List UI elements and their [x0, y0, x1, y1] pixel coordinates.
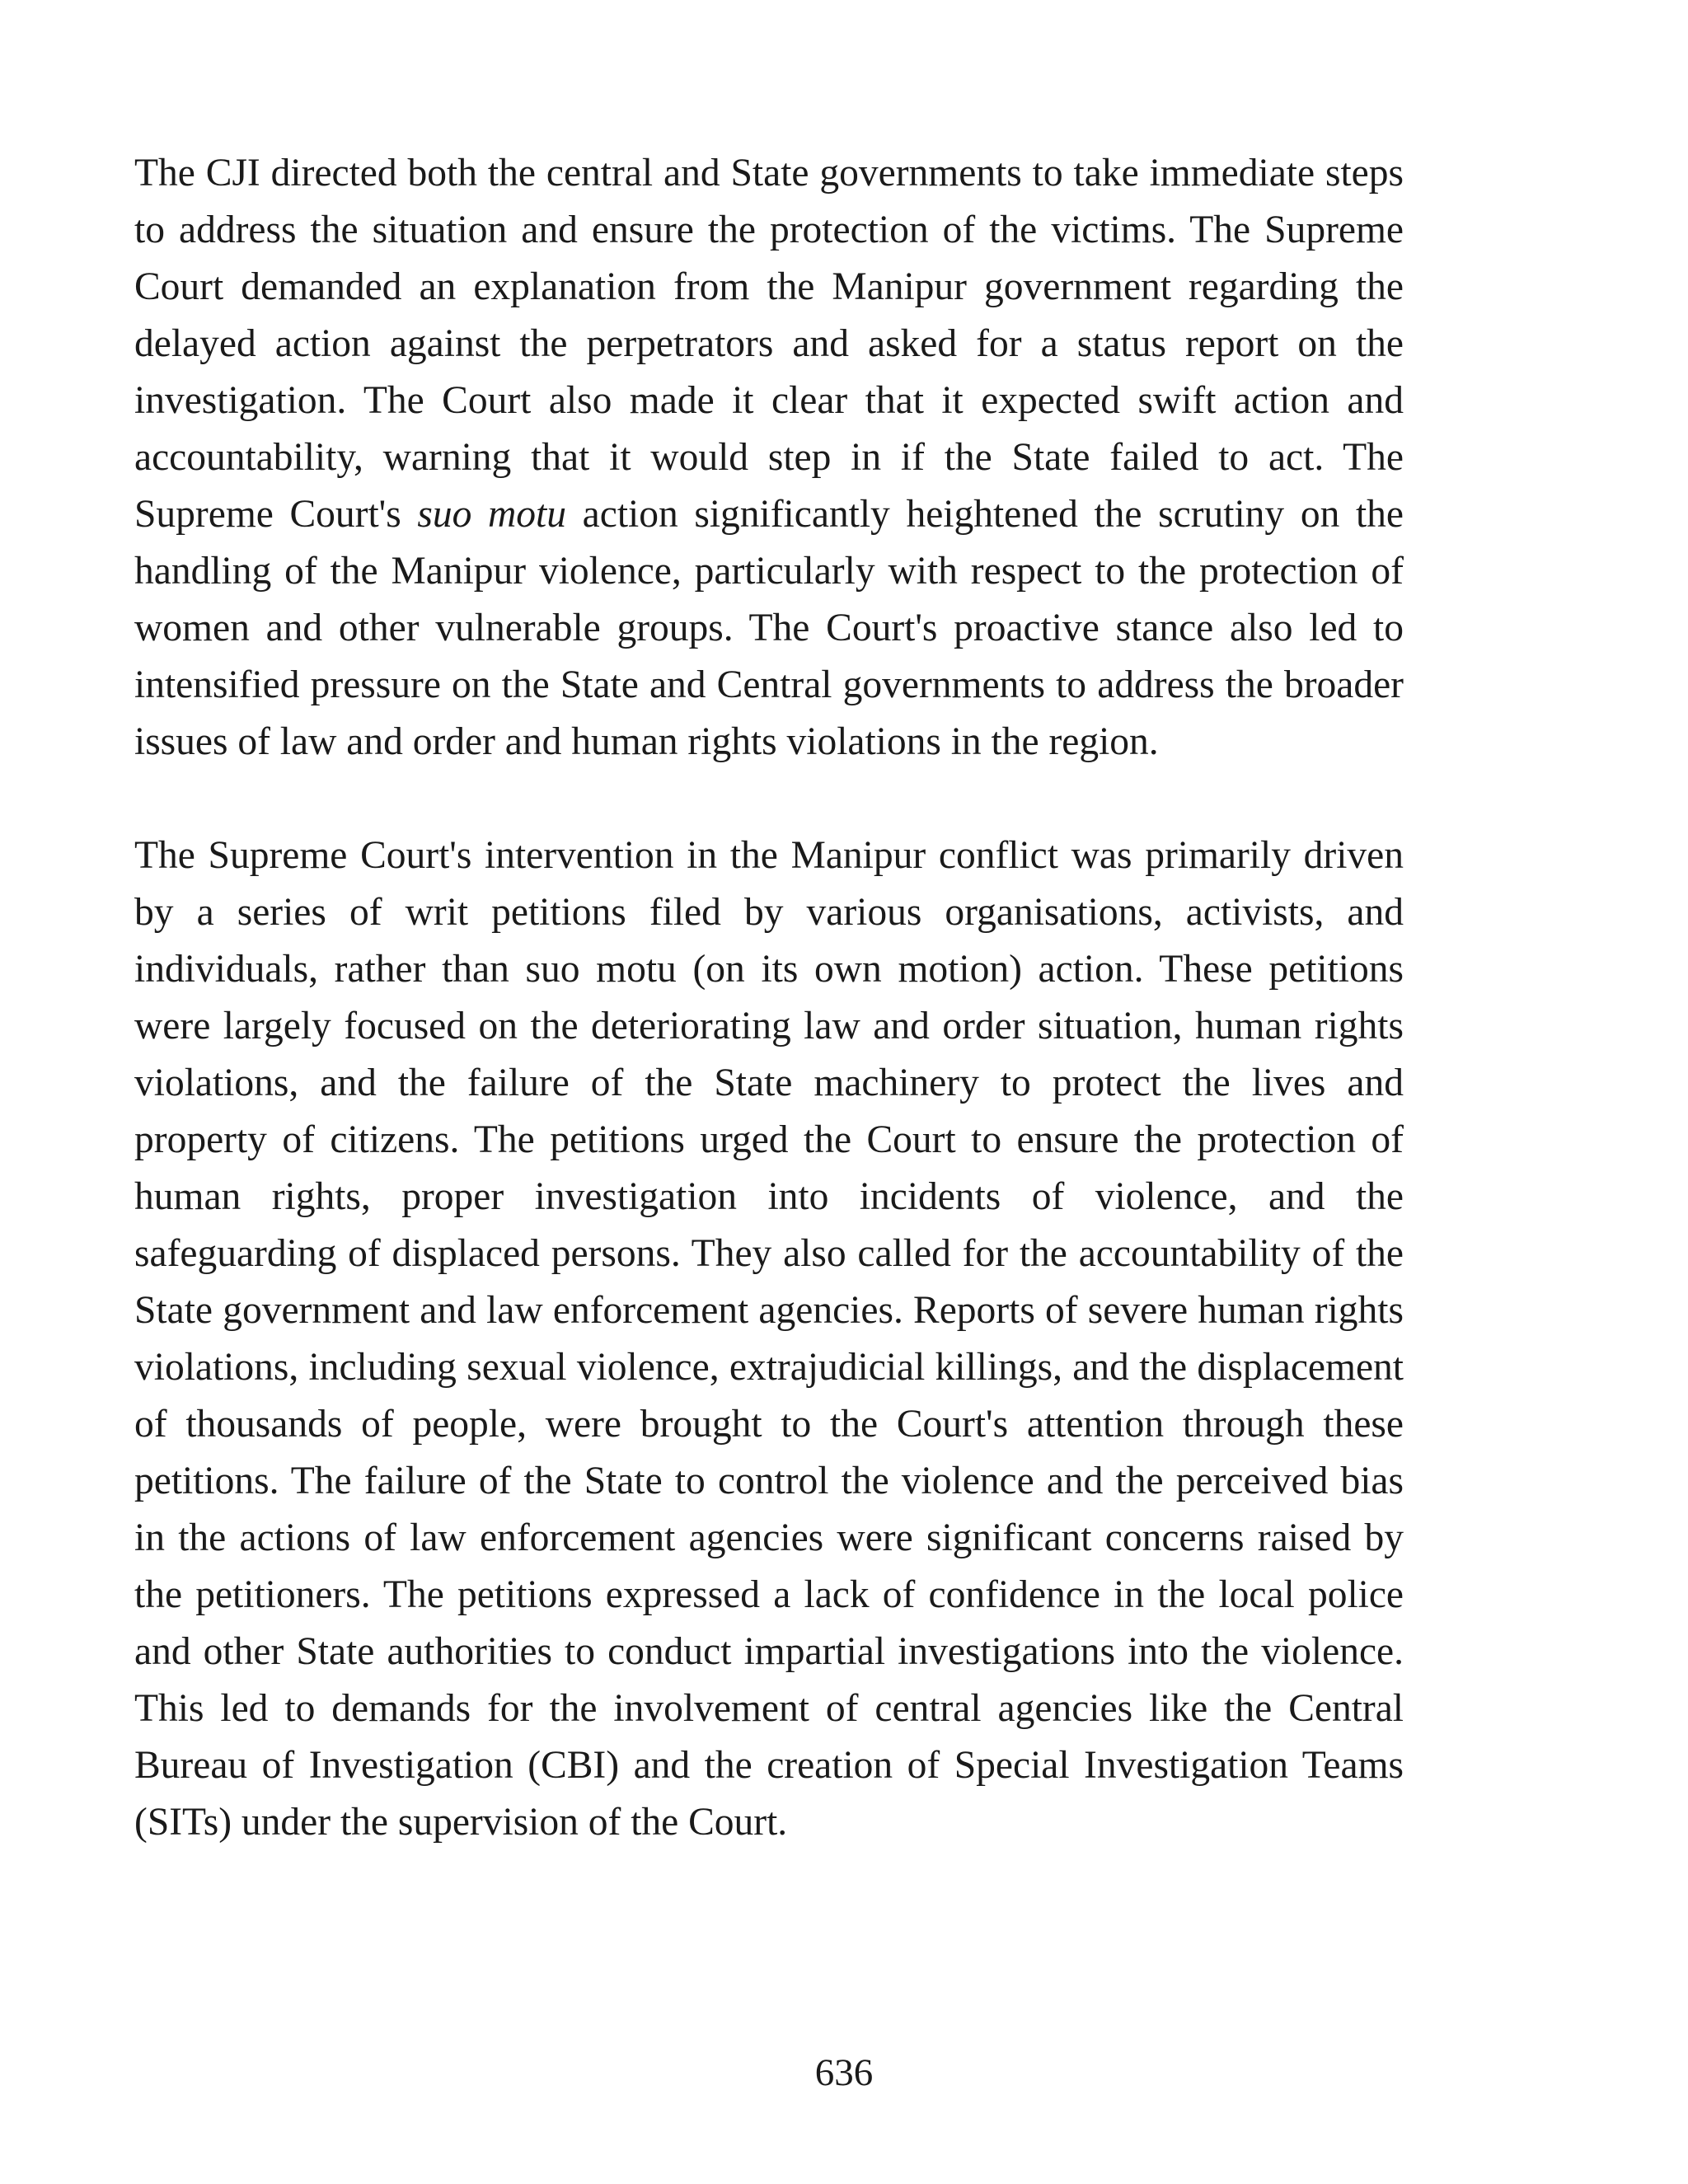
italic-phrase: suo motu [417, 493, 567, 536]
paragraph-1 [134, 145, 1404, 771]
paragraph-1-part-b: action significantly heightened the scrutiny on the handling of the Manipur violence, particularly with respect to the protection of women and other vulnerable groups. The Court's proactive stance also led to intensified pressure on the State and Central governments to address the broader issues of law and order and human rights violations in the region. [134, 493, 1404, 763]
body-text [134, 145, 1404, 1851]
paragraph-2: The Supreme Court's intervention in the Manipur conflict was primarily driven by a series of writ petitions filed by various organisations, activists, and individuals, rather than suo motu (on its own motion) action. These petitions were largely focused on the deteriorating law and order situation, human rights violations, and the failure of the State machinery to protect the lives and property of citizens. The petitions urged the Court to ensure the protection of human rights, proper investigation into incidents of violence, and the safeguarding of displaced persons. They also called for the accountability of the State government and law enforcement agencies. Reports of severe human rights violations, including sexual violence, extrajudicial killings, and the displacement of thousands of people, were brought to the Court's attention through these petitions. The failure of the State to control the violence and the perceived bias in the actions of law enforcement agencies were significant concerns raised by the petitioners. The petitions expressed a lack of confidence in the local police and other State authorities to conduct impartial investigations into the violence. This led to demands for the involvement of central agencies like the Central Bureau of Investigation (CBI) and the creation of Special Investigation Teams (SITs) under the supervision of the Court. [134, 834, 1404, 1844]
paragraph-1-part-a: The CJI directed both the central and State governments to take immediate steps to address the situation and ensure the protection of the victims. The Supreme Court demanded an explanation from the Manipur government regarding the delayed action against the perpetrators and asked for a status report on the investigation. The Court also made it clear that it expected swift action and accountability, warning that it would step in if the State failed to act. The Supreme Court's [134, 152, 1404, 536]
page-number: 636 [814, 2051, 874, 2094]
